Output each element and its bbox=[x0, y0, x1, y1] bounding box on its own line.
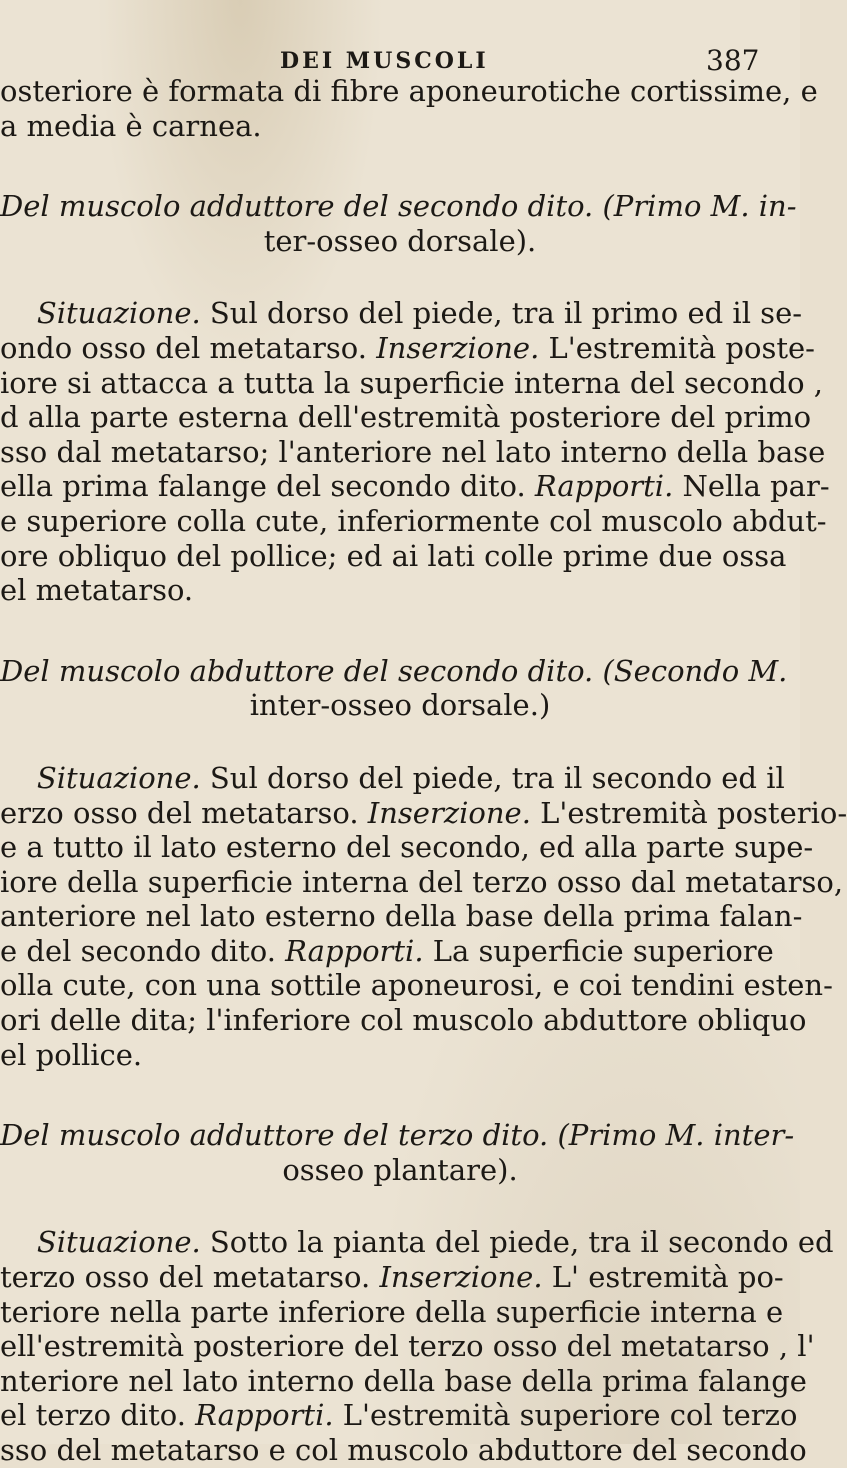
running-head: DEI MUSCOLI bbox=[280, 48, 489, 74]
heading-line: Del muscolo abduttore del secondo dito. (Secondo M. bbox=[0, 653, 788, 688]
label-inserzione: Inserzione. bbox=[376, 330, 540, 365]
text-line: ondo osso del metatarso. Inserzione. L'estremità poste- bbox=[0, 330, 815, 365]
page-body bbox=[0, 74, 847, 1468]
text-line: iore si attacca a tutta la superficie interna del secondo , bbox=[0, 365, 823, 400]
text-line: e superiore colla cute, inferiormente col muscolo abdut- bbox=[0, 503, 827, 538]
text-line: d alla parte esterna dell'estremità posteriore del primo bbox=[0, 400, 812, 435]
text-line: erzo osso del metatarso. Inserzione. L'estremità posterio- bbox=[0, 795, 847, 830]
label-rapporti: Rapporti. bbox=[285, 933, 424, 968]
text-line: a media è carnea. bbox=[0, 108, 262, 143]
text-line: ell'estremità posteriore del terzo osso del metatarso , l' bbox=[0, 1329, 815, 1364]
text-line: el terzo dito. Rapporti. L'estremità superiore col terzo bbox=[0, 1398, 798, 1433]
section-heading bbox=[0, 654, 800, 723]
text-line: e del secondo dito. Rapporti. La superficie superiore bbox=[0, 933, 774, 968]
page-number: 387 bbox=[706, 44, 760, 77]
text-line: ore obliquo del pollice; ed ai lati colle prime due ossa bbox=[0, 538, 787, 573]
label-situazione: Situazione. bbox=[36, 760, 201, 795]
section-paragraph bbox=[0, 296, 830, 608]
text-line: Situazione. Sotto la pianta del piede, tra il secondo ed bbox=[36, 1225, 834, 1260]
label-situazione: Situazione. bbox=[36, 296, 201, 331]
text-line: el metatarso. bbox=[0, 573, 194, 608]
text-line: sso del metatarso e col muscolo abduttore del secondo bbox=[0, 1433, 807, 1467]
paragraph-continuation bbox=[0, 74, 818, 143]
text-line: olla cute, con una sottile aponeurosi, e coi tendini esten- bbox=[0, 968, 833, 1003]
text-line: Situazione. Sul dorso del piede, tra il primo ed il se- bbox=[36, 296, 803, 331]
label-situazione: Situazione. bbox=[36, 1225, 201, 1260]
text-line: el pollice. bbox=[0, 1037, 143, 1072]
text-line: nteriore nel lato interno della base della prima falange bbox=[0, 1363, 807, 1398]
text-line: ella prima falange del secondo dito. Rapporti. Nella par- bbox=[0, 469, 830, 504]
text-line: e a tutto il lato esterno del secondo, ed alla parte supe- bbox=[0, 830, 814, 865]
section-paragraph bbox=[0, 1225, 834, 1467]
heading-line: inter-osseo dorsale.) bbox=[249, 688, 551, 723]
text-line: sso dal metatarso; l'anteriore nel lato interno della base bbox=[0, 434, 826, 469]
label-inserzione: Inserzione. bbox=[367, 795, 531, 830]
section-heading bbox=[0, 1118, 800, 1187]
label-rapporti: Rapporti. bbox=[534, 469, 674, 504]
label-rapporti: Rapporti. bbox=[195, 1398, 334, 1433]
heading-line: Del muscolo adduttore del terzo dito. (Primo M. inter- bbox=[0, 1118, 795, 1153]
label-inserzione: Inserzione. bbox=[379, 1260, 543, 1295]
text-line: osteriore è formata di fibre aponeurotiche cortissime, e bbox=[0, 74, 818, 108]
heading-line: ter-osseo dorsale). bbox=[263, 223, 537, 258]
section-paragraph bbox=[0, 760, 847, 1072]
heading-line: Del muscolo adduttore del secondo dito. (Primo M. in- bbox=[0, 189, 797, 224]
section-heading bbox=[0, 189, 800, 258]
text-line: ori delle dita; l'inferiore col muscolo abduttore obliquo bbox=[0, 1003, 807, 1038]
heading-line: osseo plantare). bbox=[282, 1152, 518, 1187]
text-line: terzo osso del metatarso. Inserzione. L' estremità po- bbox=[0, 1260, 784, 1295]
text-line: teriore nella parte inferiore della superficie interna e bbox=[0, 1294, 784, 1329]
text-line: anteriore nel lato esterno della base della prima falan- bbox=[0, 899, 803, 934]
text-line: Situazione. Sul dorso del piede, tra il secondo ed il bbox=[36, 760, 785, 795]
text-line: iore della superficie interna del terzo osso dal metatarso, bbox=[0, 864, 844, 899]
